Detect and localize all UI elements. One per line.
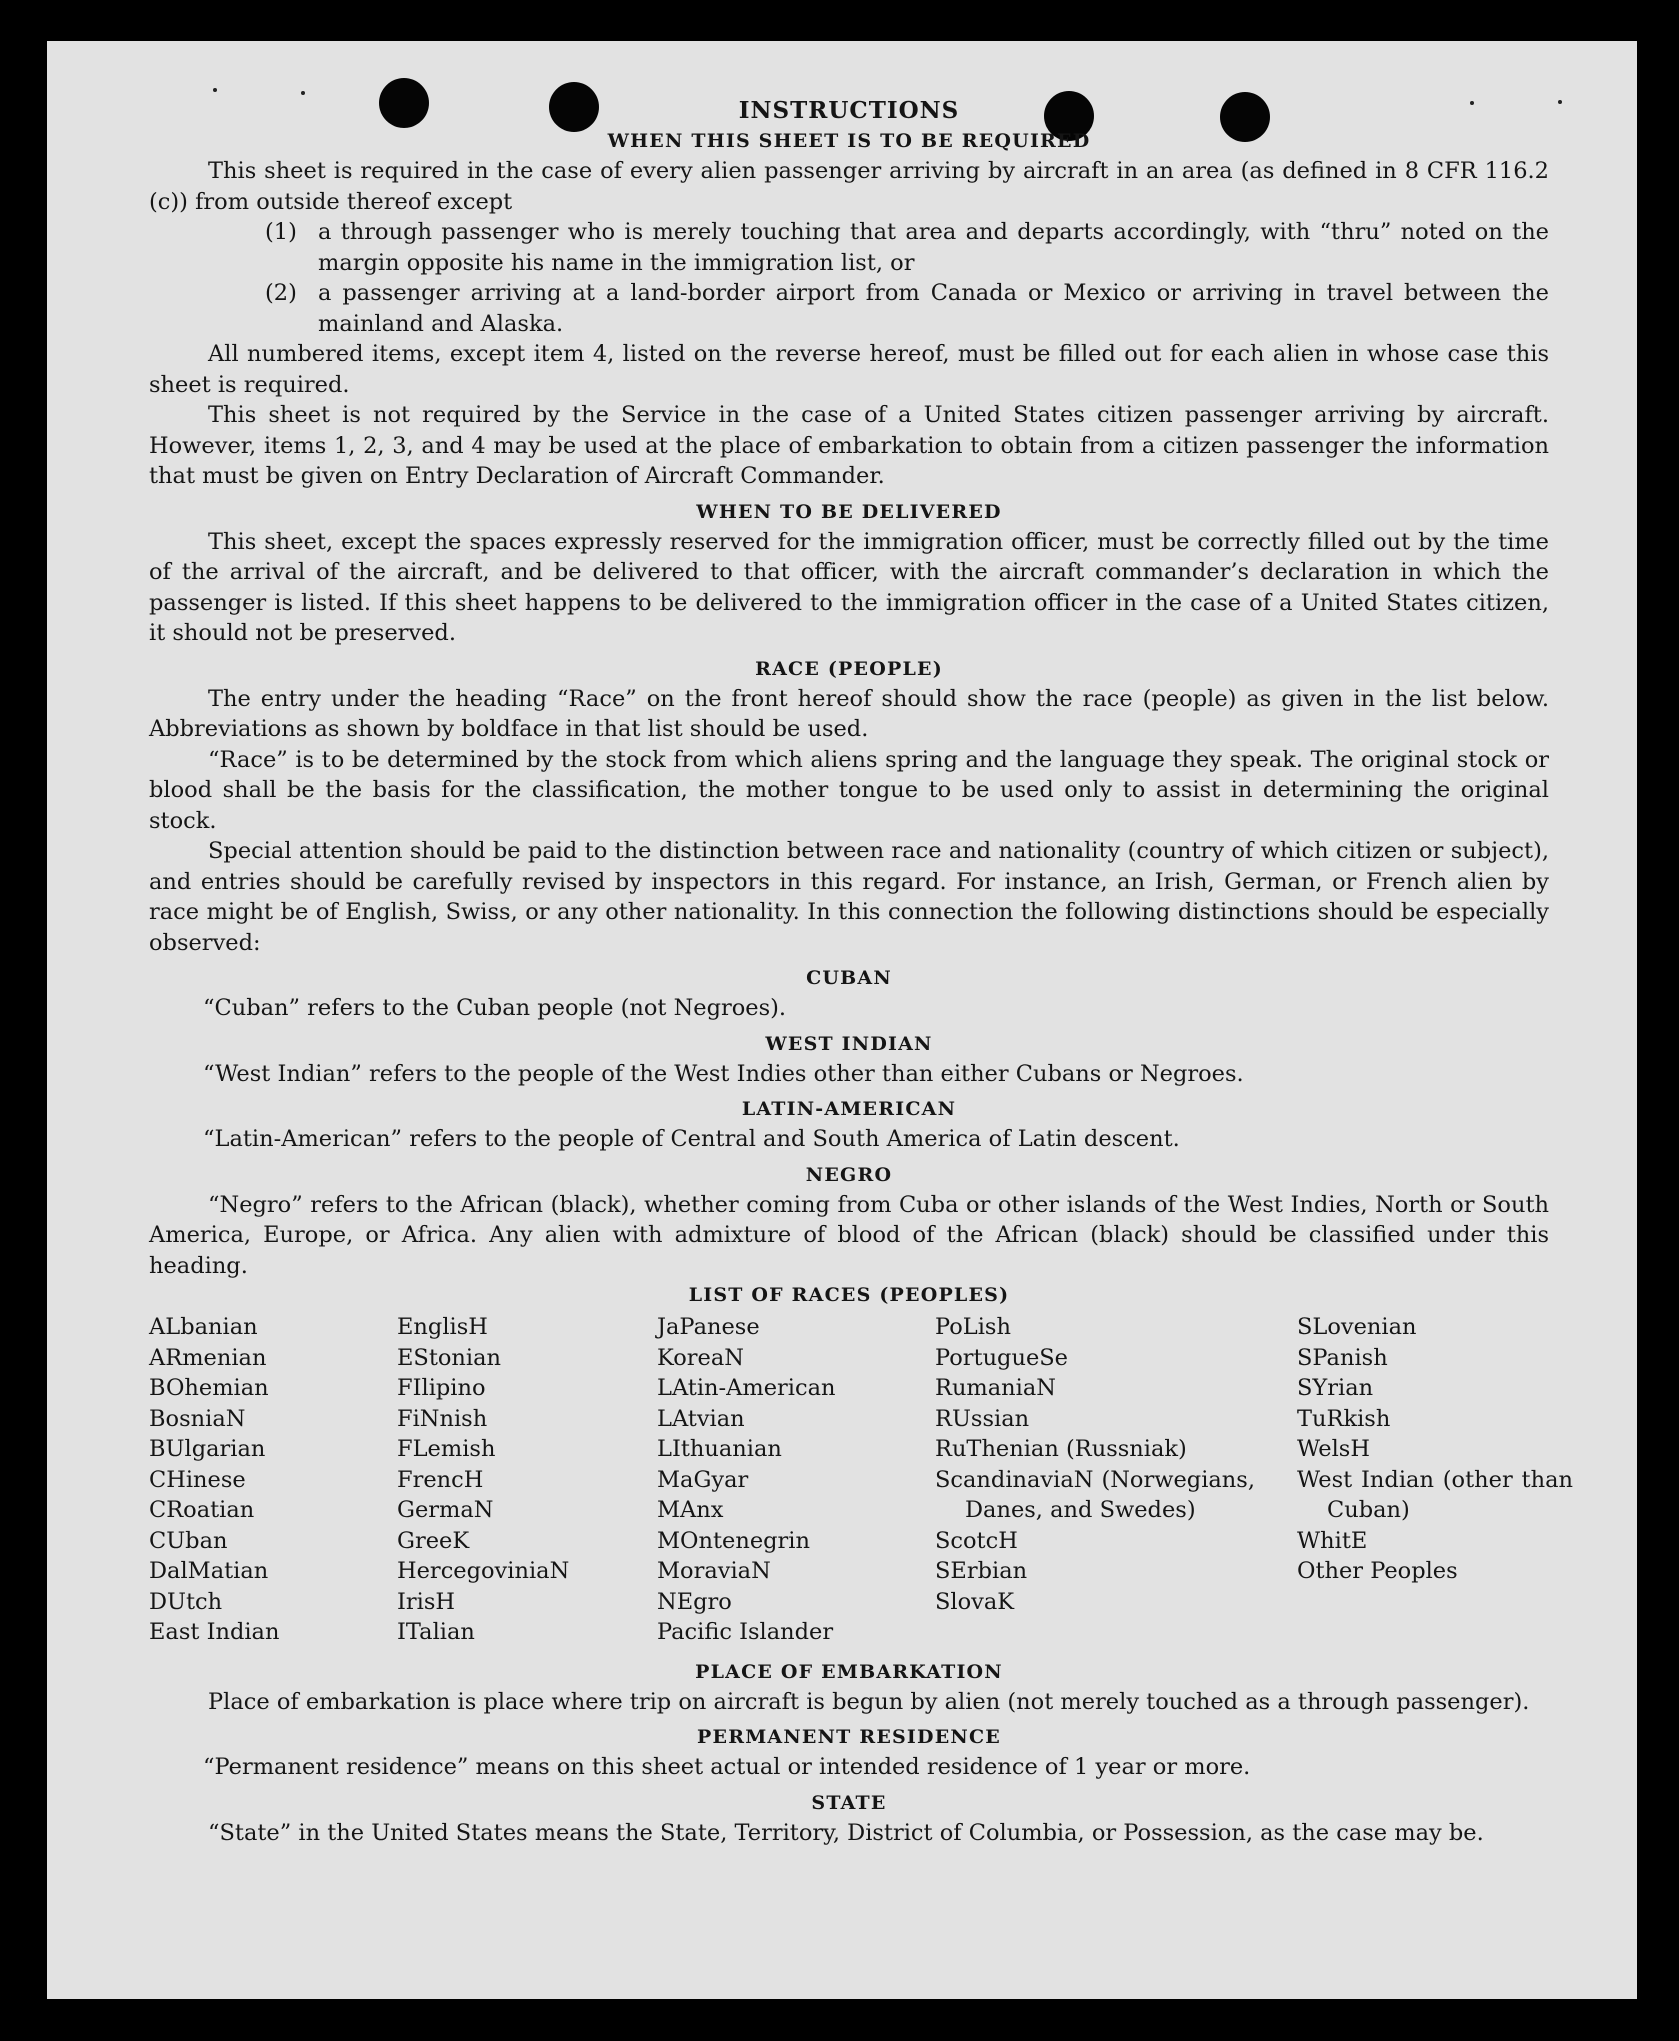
definition-state: “State” in the United States means the State, Territory, District of Columbia, or Possession, as the case may be.: [208, 1819, 1484, 1846]
race-item: MoraviaN: [657, 1558, 771, 1584]
race-item: FiNnish: [397, 1405, 488, 1432]
heading-negro: NEGRO: [805, 1163, 893, 1186]
race-item: ALbanian: [149, 1314, 258, 1340]
races-column-1: [149, 1312, 397, 1648]
paragraph-numbered-items: All numbered items, except item 4, listed on the reverse hereof, must be filled out for each alien in whose case this sheet is required.: [149, 341, 1549, 398]
race-item: DUtch: [149, 1588, 223, 1615]
race-item: SYrian: [1297, 1375, 1374, 1401]
race-item: ScotcH: [935, 1527, 1018, 1554]
race-item: GreeK: [397, 1527, 470, 1554]
race-item: Other Peoples: [1297, 1558, 1458, 1584]
definition-embarkation: Place of embarkation is place where trip on aircraft is begun by alien (not merely touched as a through passenger).: [208, 1688, 1530, 1715]
race-item: BosniaN: [149, 1405, 246, 1432]
race-item: FLemish: [397, 1436, 496, 1462]
paper-speck: [1558, 100, 1562, 104]
race-item: East Indian: [149, 1619, 280, 1645]
race-item: DalMatian: [149, 1558, 269, 1584]
heading-embarkation: PLACE OF EMBARKATION: [695, 1660, 1003, 1683]
race-item: WelsH: [1297, 1436, 1370, 1462]
race-item: RUssian: [935, 1405, 1030, 1432]
race-item: MOntenegrin: [657, 1527, 810, 1554]
heading-latin-american: LATIN-AMERICAN: [741, 1098, 957, 1120]
race-item: ARmenian: [149, 1344, 267, 1371]
paragraph-race-nationality: Special attention should be paid to the distinction between race and nationality (country of which citizen or subject), and entries should be carefully revised by inspectors in this regard. For instance, an Irish, German, or French alien by race might be of English, Swiss, or any other nationality. In this connection the following distinctions should be especially observed:: [149, 838, 1549, 956]
instructions-content: [149, 95, 1573, 1848]
exception-item-1: [149, 217, 1549, 278]
exception-number: (2): [265, 280, 297, 306]
heading-race: RACE (PEOPLE): [755, 657, 943, 680]
race-item: LAtvian: [657, 1405, 745, 1432]
race-item: GermaN: [397, 1497, 494, 1523]
race-item: CUban: [149, 1527, 228, 1554]
race-item: JaPanese: [657, 1314, 760, 1340]
race-item: BUlgarian: [149, 1436, 266, 1462]
definition-permanent-residence: “Permanent residence” means on this sheet actual or intended residence of 1 year or more.: [203, 1754, 1251, 1780]
paper-speck: [213, 88, 217, 92]
heading-state: STATE: [811, 1791, 887, 1814]
race-item: EStonian: [397, 1344, 502, 1371]
exception-text: a through passenger who is merely touching that area and departs accordingly, with “thru” noted on the margin opposite his name in the immigration list, or: [318, 219, 1549, 276]
race-item: ScandinaviaN (Norwegians, Danes, and Swedes): [935, 1466, 1255, 1523]
races-column-3: [657, 1312, 935, 1648]
race-item: NEgro: [657, 1588, 732, 1615]
race-item: LAtin-American: [657, 1375, 836, 1401]
race-item: MAnx: [657, 1497, 724, 1523]
paragraph-race-stock: “Race” is to be determined by the stock from which aliens spring and the language they speak. The original stock or blood shall be the basis for the classification, the mother tongue to be used only to assist in determining the original stock.: [149, 746, 1549, 834]
race-item: IrisH: [397, 1588, 456, 1615]
race-item: CRoatian: [149, 1497, 255, 1523]
race-item: WhitE: [1297, 1527, 1368, 1554]
races-column-2: [397, 1312, 657, 1648]
definition-west-indian: “West Indian” refers to the people of the West Indies other than either Cubans or Negroes.: [203, 1060, 1244, 1087]
race-item: PoLish: [935, 1314, 1011, 1340]
race-item: SPanish: [1297, 1344, 1388, 1371]
heading-west-indian: WEST INDIAN: [765, 1032, 933, 1055]
definition-negro: “Negro” refers to the African (black), whether coming from Cuba or other islands of the West Indies, North or South America, Europe, or Africa. Any alien with admixture of blood of the African (black) should be classified under this heading.: [149, 1191, 1549, 1279]
race-item: SErbian: [935, 1558, 1028, 1584]
heading-when-delivered: WHEN TO BE DELIVERED: [696, 500, 1002, 523]
race-item: SLovenian: [1297, 1314, 1417, 1340]
race-item: SlovaK: [935, 1588, 1015, 1615]
exception-item-2: [149, 278, 1549, 339]
paragraph-required: This sheet is required in the case of every alien passenger arriving by aircraft in an area (as defined in 8 CFR 116.2 (c)) from outside thereof except: [149, 158, 1549, 215]
race-item: FrencH: [397, 1466, 484, 1493]
paragraph-race-entry: The entry under the heading “Race” on the front hereof should show the race (people) as given in the list below. Abbreviations as shown by boldface in that list should be used.: [149, 685, 1549, 742]
heading-list-of-races: LIST OF RACES (PEOPLES): [688, 1284, 1010, 1306]
race-item: TuRkish: [1297, 1405, 1391, 1432]
race-item: HercegoviniaN: [397, 1558, 570, 1584]
race-item: LIthuanian: [657, 1436, 782, 1462]
race-item: CHinese: [149, 1466, 246, 1493]
race-item: MaGyar: [657, 1466, 749, 1493]
race-item: KoreaN: [657, 1344, 744, 1371]
definition-cuban: “Cuban” refers to the Cuban people (not Negroes).: [203, 995, 787, 1021]
race-item: EnglisH: [397, 1314, 488, 1340]
race-item: FIlipino: [397, 1375, 486, 1401]
race-item: RumaniaN: [935, 1375, 1056, 1401]
race-item: RuThenian (Russniak): [935, 1436, 1187, 1462]
heading-cuban: CUBAN: [806, 967, 892, 989]
races-column-4: [935, 1312, 1297, 1648]
page-title: INSTRUCTIONS: [738, 97, 960, 124]
definition-latin-american: “Latin-American” refers to the people of Central and South America of Latin descent.: [203, 1126, 1180, 1152]
paragraph-citizen: This sheet is not required by the Service in the case of a United States citizen passenger arriving by aircraft. However, items 1, 2, 3, and 4 may be used at the place of embarkation to obtain from a citizen passenger the information that must be given on Entry Declaration of Aircraft Commander.: [149, 402, 1549, 489]
exception-text: a passenger arriving at a land-border airport from Canada or Mexico or arriving in travel between the mainland and Alaska.: [318, 280, 1549, 337]
exception-number: (1): [265, 219, 297, 245]
race-item: BOhemian: [149, 1375, 269, 1401]
paragraph-delivered: This sheet, except the spaces expressly reserved for the immigration officer, must be correctly filled out by the time of the arrival of the aircraft, and be delivered to that officer, with the aircraft commander’s declaration in which the passenger is listed. If this sheet happens to be delivered to the immigration officer in the case of a United States citizen, it should not be preserved.: [149, 528, 1549, 646]
heading-permanent-residence: PERMANENT RESIDENCE: [697, 1726, 1001, 1748]
heading-when-required: WHEN THIS SHEET IS TO BE REQUIRED: [607, 130, 1091, 152]
race-item: West Indian (other than Cuban): [1297, 1466, 1573, 1523]
race-item: PortugueSe: [935, 1344, 1069, 1371]
races-list: [149, 1312, 1573, 1648]
race-item: ITalian: [397, 1619, 475, 1645]
race-item: Pacific Islander: [657, 1619, 834, 1645]
races-column-5: [1297, 1312, 1573, 1648]
